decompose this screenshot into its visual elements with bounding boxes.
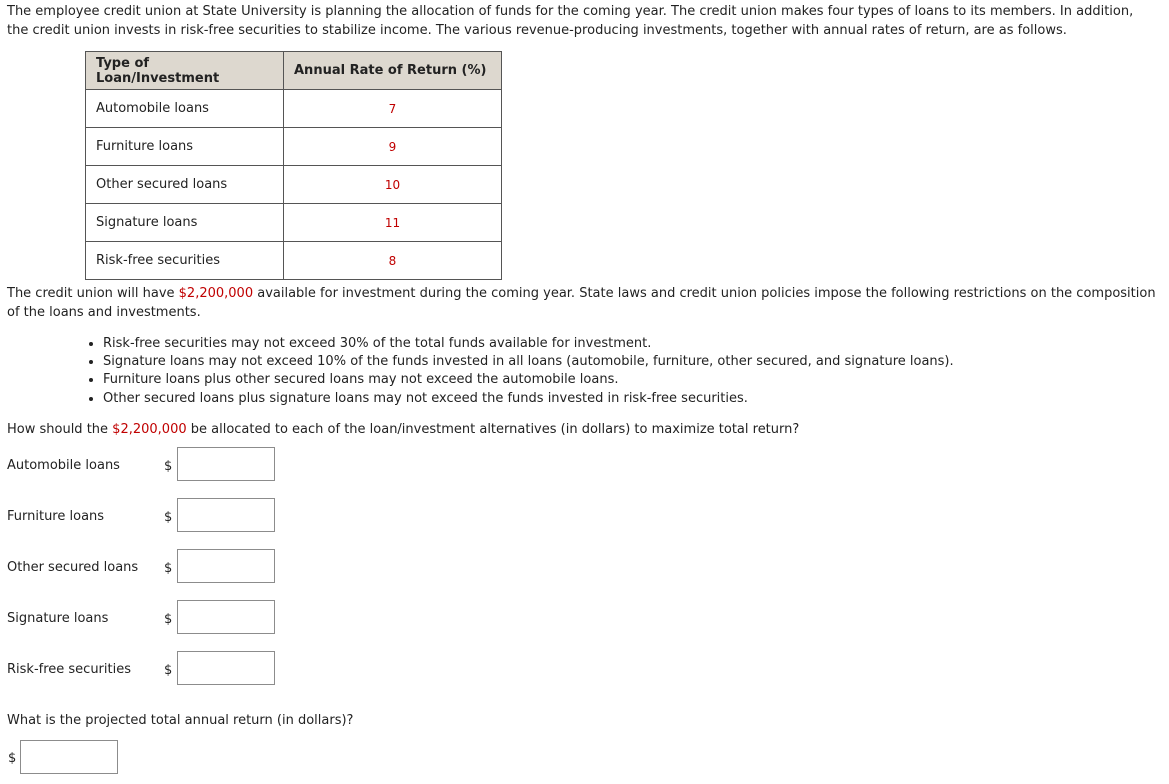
table-row (86, 204, 502, 242)
loan-type-cell: Other secured loans (86, 166, 284, 204)
question-amount: $2,200,000 (112, 422, 187, 437)
column-header-type: Type of Loan/Investment (86, 52, 284, 90)
question-text-before: How should the (7, 422, 113, 437)
column-header-rate: Annual Rate of Return (%) (284, 52, 502, 90)
signature-loans-input[interactable] (177, 600, 275, 634)
funds-line-2: of the loans and investments. (7, 304, 201, 320)
rate-cell: 7 (284, 90, 502, 128)
intro-paragraph (7, 3, 1162, 40)
funds-paragraph (7, 285, 1162, 322)
loan-type-cell: Signature loans (86, 204, 284, 242)
loan-type-cell: Furniture loans (86, 128, 284, 166)
list-item: • Risk-free securities may not exceed 30% of the total funds available for investment. (103, 335, 954, 353)
list-item: • Other secured loans plus signature loans may not exceed the funds invested in risk-free securities. (103, 390, 954, 408)
restrictions-list (85, 335, 954, 408)
table-row (86, 242, 502, 280)
rates-table (85, 51, 502, 280)
funds-amount: $2,200,000 (178, 286, 254, 301)
allocation-question (7, 421, 1162, 440)
other-secured-loans-input[interactable] (177, 549, 275, 583)
automobile-loans-label: Automobile loans (7, 458, 120, 473)
rate-cell: 11 (284, 204, 502, 242)
furniture-loans-input[interactable] (177, 498, 275, 532)
risk-free-securities-label: Risk-free securities (7, 662, 131, 677)
dollar-sign: $ (164, 663, 173, 678)
rate-cell: 10 (284, 166, 502, 204)
loan-type-cell: Automobile loans (86, 90, 284, 128)
table-row (86, 166, 502, 204)
loan-type-cell: Risk-free securities (86, 242, 284, 280)
funds-text-before: The credit union will have (7, 286, 179, 301)
dollar-sign: $ (164, 561, 173, 576)
furniture-loans-label: Furniture loans (7, 509, 105, 524)
funds-line-1 (7, 285, 1162, 304)
intro-line-2: the credit union invests in risk-free securities to stabilize income. The various revenue-producing investments, together with annual rates of return, are as follows. (7, 22, 1067, 38)
dollar-sign: $ (164, 510, 173, 525)
table-row (86, 128, 502, 166)
list-item: • Signature loans may not exceed 10% of the funds invested in all loans (automobile, furniture, other secured, and signature loans). (103, 353, 954, 371)
funds-text-after: available for investment during the coming year. State laws and credit union policies impose the following restrictions on the composition (253, 286, 1156, 301)
rate-cell: 8 (284, 242, 502, 280)
total-return-question: What is the projected total annual return (in dollars)? (7, 713, 354, 728)
intro-line-1: The employee credit union at State University is planning the allocation of funds for the coming year. The credit union makes four types of loans to its members. In addition, (7, 4, 1134, 19)
dollar-sign: $ (164, 459, 173, 474)
table-row (86, 90, 502, 128)
dollar-sign: $ (164, 612, 173, 627)
list-item: • Furniture loans plus other secured loans may not exceed the automobile loans. (103, 371, 954, 389)
table-header-row (86, 52, 502, 90)
dollar-sign: $ (8, 751, 17, 766)
question-text-after: be allocated to each of the loan/investment alternatives (in dollars) to maximize total return? (186, 422, 800, 437)
signature-loans-label: Signature loans (7, 611, 109, 626)
other-secured-loans-label: Other secured loans (7, 560, 139, 575)
total-return-input[interactable] (20, 740, 118, 774)
rate-cell: 9 (284, 128, 502, 166)
risk-free-securities-input[interactable] (177, 651, 275, 685)
automobile-loans-input[interactable] (177, 447, 275, 481)
